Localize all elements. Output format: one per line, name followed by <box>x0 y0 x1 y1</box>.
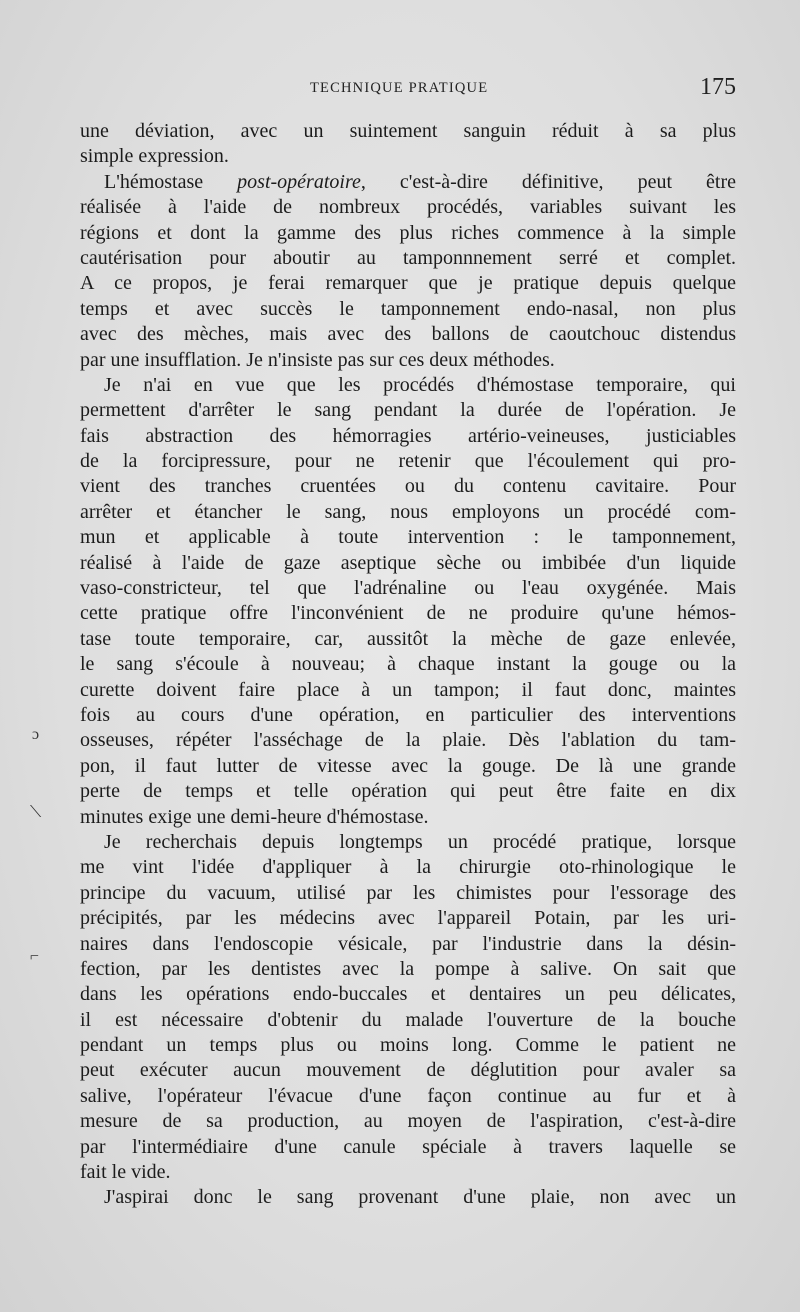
text-line: Je n'ai en vue que les procédés d'hémostase temporaire, qui <box>104 373 736 396</box>
text-line: pendant un temps plus ou moins long. Comme le patient ne <box>80 1034 736 1057</box>
text-line: il est nécessaire d'obtenir du malade l'ouverture de la bouche <box>80 1008 736 1031</box>
text-line: réalisé à l'aide de gaze aseptique sèche ou imbibée d'un liquide <box>80 551 736 574</box>
text-line: une déviation, avec un suintement sanguin réduit à sa plus <box>80 120 736 142</box>
text-line: arrêter et étancher le sang, nous employons un procédé com- <box>80 500 736 523</box>
text-line: cette pratique offre l'inconvénient de ne produire qu'une hémos- <box>80 602 736 625</box>
text-line: pon, il faut lutter de vitesse avec la gouge. De là une grande <box>80 754 736 777</box>
text-line: perte de temps et telle opération qui peut être faite en dix <box>80 780 736 803</box>
text-line: régions et dont la gamme des plus riches commence à la simple <box>80 221 736 244</box>
text-span: , c'est-à-dire définitive, peut être <box>360 170 736 193</box>
text-line: précipités, par les médecins avec l'appareil Potain, par les uri- <box>80 907 736 930</box>
body-text <box>80 119 736 1211</box>
text-line: le sang s'écoule à nouveau; à chaque instant la gouge ou la <box>80 653 736 676</box>
text-line: fois au cours d'une opération, en particulier des interventions <box>80 703 736 726</box>
text-line: osseuses, répéter l'asséchage de la plaie. Dès l'ablation du tam- <box>80 729 736 752</box>
text-line: de la forcipressure, pour ne retenir que l'écoulement qui pro- <box>80 450 736 473</box>
text-span: L'hémostase <box>104 170 204 193</box>
text-line: tase toute temporaire, car, aussitôt la mèche de gaze enlevée, <box>80 627 736 650</box>
margin-pencil-mark: ⌐ <box>30 948 40 965</box>
page-number: 175 <box>700 74 736 100</box>
text-line: réalisée à l'aide de nombreux procédés, variables suivant les <box>80 196 736 219</box>
text-line: vient des tranches cruentées ou du contenu cavitaire. Pour <box>80 475 736 498</box>
text-line: cautérisation pour aboutir au tamponnnement serré et complet. <box>80 246 736 269</box>
text-line: dans les opérations endo-buccales et dentaires un peu délicates, <box>80 983 736 1006</box>
text-line: Je recherchais depuis longtemps un procédé pratique, lorsque <box>104 830 736 853</box>
text-line: vaso-constricteur, tel que l'adrénaline ou l'eau oxygénée. Mais <box>80 577 736 600</box>
text-line: avec des mèches, mais avec des ballons de caoutchouc distendus <box>80 323 736 346</box>
text-line: mesure de sa production, au moyen de l'aspiration, c'est-à-dire <box>80 1110 736 1133</box>
text-line: temps et avec succès le tamponnement endo-nasal, non plus <box>80 297 736 320</box>
text-line: fais abstraction des hémorragies artério-veineuses, justiciables <box>80 424 736 447</box>
text-line: simple expression. <box>80 145 229 168</box>
page-header <box>80 74 740 104</box>
text-line: fection, par les dentistes avec la pompe à salive. On sait que <box>80 957 736 980</box>
margin-pencil-mark: ⟍ <box>30 804 42 821</box>
text-line: A ce propos, je ferai remarquer que je pratique depuis quelque <box>80 272 736 295</box>
text-line: peut exécuter aucun mouvement de déglutition pour avaler sa <box>80 1059 736 1082</box>
text-line: naires dans l'endoscopie vésicale, par l'industrie dans la désin- <box>80 932 736 955</box>
running-title: TECHNIQUE PRATIQUE <box>310 80 489 96</box>
italic-term: post-opératoire <box>237 170 361 193</box>
text-line <box>80 170 736 195</box>
margin-pencil-mark: ɔ <box>32 726 40 743</box>
text-line: J'aspirai donc le sang provenant d'une plaie, non avec un <box>104 1186 736 1209</box>
text-line: mun et applicable à toute intervention : le tamponnement, <box>80 526 736 549</box>
text-line: par une insufflation. Je n'insiste pas sur ces deux méthodes. <box>80 348 555 371</box>
text-line: minutes exige une demi-heure d'hémostase. <box>80 805 429 828</box>
text-line: principe du vacuum, utilisé par les chimistes pour l'essorage des <box>80 881 736 904</box>
text-line: par l'intermédiaire d'une canule spéciale à travers laquelle se <box>80 1135 736 1158</box>
text-line: permettent d'arrêter le sang pendant la durée de l'opération. Je <box>80 399 736 422</box>
text-line: fait le vide. <box>80 1161 171 1184</box>
text-line: curette doivent faire place à un tampon; il faut donc, maintes <box>80 678 736 701</box>
text-line: me vint l'idée d'appliquer à la chirurgie oto-rhinologique le <box>80 856 736 879</box>
text-line: salive, l'opérateur l'évacue d'une façon continue au fur et à <box>80 1084 736 1107</box>
